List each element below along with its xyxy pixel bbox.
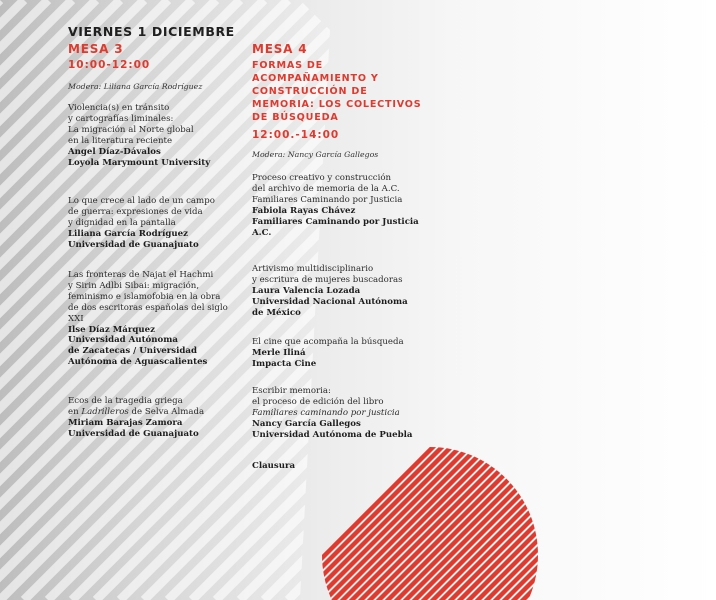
presentation-title: feminismo e islamofobia en la obra [68,291,221,302]
presentation-title: del archivo de memoria de la A.C. [252,183,400,194]
presentation-item [68,270,228,368]
title-part: de Selva Almada [128,406,205,417]
presenter-affiliation: Impacta Cine [252,358,317,369]
mesa-4-label: MESA 4 [252,42,308,56]
mesa-4-moderator: Modera: Nancy García Gallegos [252,150,379,159]
mesa-4-subtitle [252,59,421,124]
presentation-item [252,337,404,370]
presentation-title-italic: Familiares caminando por justicia [252,407,400,418]
circle-stripe-line [522,400,716,600]
presenter-affiliation: Universidad de Guanajuato [68,239,199,250]
mesa-4-subtitle-line: ACOMPAÑAMIENTO Y [252,73,379,84]
presenter-affiliation: Universidad Autónoma [68,335,178,346]
presentation-title: Lo que crece al lado de un campo [68,196,215,206]
circle-stripe-line [531,400,716,600]
presentation-title: La migración al Norte global [68,124,194,135]
mesa-3-moderator: Modera: Liliana García Rodríguez [68,82,203,91]
mesa-3-label: MESA 3 [68,42,124,56]
title-part-italic: Ladrilleros [81,406,129,417]
presentation-item [252,386,412,441]
presentation-item [252,264,408,319]
mesa-4-subtitle-line: MEMORIA: LOS COLECTIVOS [252,99,422,110]
presenter-name: Liliana García Rodríguez [68,228,188,239]
presenter-affiliation: A.C. [252,227,272,238]
presentation-title: de guerra: expresiones de vida [68,206,203,217]
mesa-4-subtitle-line: FORMAS DE [252,60,324,71]
presenter-name: Miriam Barajas Zamora [68,417,183,428]
presentation-item [68,103,210,168]
presentation-title: el proceso de edición del libro [252,396,384,407]
presentation-title: y escritura de mujeres buscadoras [252,274,403,285]
presenter-affiliation: de México [252,307,301,318]
presentation-title: Violencia(s) en tránsito [68,103,170,113]
presenter-name: Angel Díaz-Dávalos [68,146,161,157]
presenter-affiliation: Loyola Marymount University [68,157,211,168]
presentation-title: y cartografías liminales: [68,113,174,124]
presentation-item [68,196,215,251]
presentation-title: y Sirin Adlbi Sibai: migración, [68,280,200,291]
mesa-3-time: 10:00-12:00 [68,59,151,71]
presentation-title: Proceso creativo y construcción [252,173,392,183]
title-part: en [68,406,82,417]
presenter-name: Merle Iliná [252,347,306,358]
presentation-title: Ecos de la tragedia griega [68,396,183,406]
presentation-title: Las fronteras de Najat el Hachmi [68,270,214,280]
presenter-name: Ilse Díaz Márquez [68,324,155,335]
circle-stripe-line [513,400,716,600]
presenter-affiliation: Universidad de Guanajuato [68,428,199,439]
presenter-name: Laura Valencia Lozada [252,285,361,296]
presenter-affiliation: de Zacatecas / Universidad [68,346,197,357]
mesa-4-subtitle-line: DE BÚSQUEDA [252,112,339,123]
closing-label: Clausura [252,461,296,471]
presentation-title: Escribir memoria: [252,386,331,396]
presenter-affiliation: Familiares Caminando por Justicia [252,216,419,227]
presentation-title: y dignidad en la pantalla [68,217,176,228]
presenter-name: Nancy García Gallegos [252,418,361,429]
presentation-title [68,407,204,418]
presenter-affiliation: Autónoma de Aguascalientes [68,357,208,368]
presentation-title: XXI [68,313,84,324]
presenter-affiliation: Universidad Autónoma de Puebla [252,429,413,440]
mesa-4-subtitle-line: CONSTRUCCIÓN DE [252,86,368,97]
presentation-title: Familiares Caminando por Justicia [252,194,403,205]
presenter-affiliation: Universidad Nacional Autónoma [252,296,408,307]
presentation-title: en la literatura reciente [68,135,173,146]
mesa-4-time: 12:00.-14:00 [252,129,340,141]
presentation-item [68,396,204,440]
circle-stripe-line [486,400,716,600]
presenter-name: Fabiola Rayas Chávez [252,205,356,216]
presentation-item [252,173,419,238]
presentation-title: El cine que acompaña la búsqueda [252,337,404,347]
day-heading: VIERNES 1 DICIEMBRE [68,24,235,39]
presentation-title: Artivismo multidisciplinario [252,264,374,274]
presentation-title: de dos escritoras españolas del siglo [68,302,228,313]
